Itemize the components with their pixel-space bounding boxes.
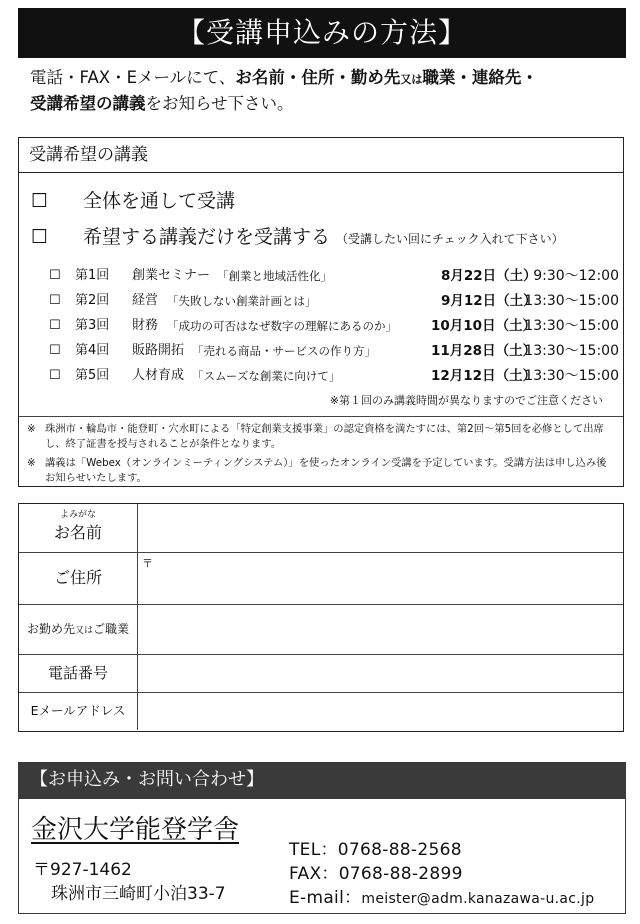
course-selection-box bbox=[18, 137, 624, 487]
note-text: 講義は「Webex（オンラインミーティングシステム）」を使ったオンライン受講を予定しています。受講方法は申し込み後お知らせいたします。 bbox=[45, 457, 607, 484]
note-item bbox=[27, 456, 612, 486]
note-text: 珠洲市・輪島市・能登町・穴水町による「特定創業支援事業」の認定資格を満たすには、第2回～第5回を必修として出席し、終了証書を授与されることが条件となります。 bbox=[45, 423, 604, 450]
time-notice: ※第１回のみ講義時間が異なりますのでご注意ください bbox=[329, 394, 603, 407]
lecture-date: 10月10日（土） bbox=[431, 318, 537, 334]
lecture-time: 13:30～15:00 bbox=[524, 293, 619, 309]
lecture-number: 第2回 bbox=[75, 293, 110, 308]
lecture-row[interactable] bbox=[49, 265, 619, 287]
lecture-date: 8月22日（土） bbox=[441, 268, 537, 284]
organization-name: 金沢大学能登学舎 bbox=[31, 815, 240, 845]
lecture-subtitle: 「成功の可否はなぜ数字の理解にあるのか」 bbox=[167, 319, 397, 333]
address-label: ご住所 bbox=[19, 552, 138, 604]
checkbox-icon[interactable]: ☐ bbox=[49, 343, 61, 358]
intro-bold: お名前・住所・勤め先 bbox=[235, 68, 401, 87]
lecture-time: 9:30～12:00 bbox=[533, 268, 619, 284]
lecture-row[interactable] bbox=[49, 290, 619, 312]
work-label-a: お勤め先 bbox=[26, 622, 75, 636]
lecture-date: 11月28日（土） bbox=[431, 343, 537, 359]
note-item bbox=[27, 422, 612, 452]
address: 珠洲市三崎町小泊33-7 bbox=[51, 884, 226, 904]
form-row-work[interactable] bbox=[19, 604, 623, 655]
option-all-label: 全体を通して受講 bbox=[83, 190, 236, 212]
lecture-time: 13:30～15:00 bbox=[524, 318, 619, 334]
lecture-number: 第3回 bbox=[75, 318, 110, 333]
lecture-title: 販路開拓 bbox=[132, 343, 185, 358]
contact-heading: 【お申込み・お問い合わせ】 bbox=[18, 762, 626, 798]
intro-small: 又は bbox=[400, 73, 423, 86]
lecture-title: 財務 bbox=[132, 318, 159, 333]
lecture-subtitle: 「スムーズな創業に向けて」 bbox=[192, 369, 341, 383]
form-row-name[interactable] bbox=[19, 504, 623, 553]
postal-mark-icon: 〒 bbox=[142, 557, 153, 570]
lecture-date: 12月12日（土） bbox=[431, 368, 537, 384]
lecture-row[interactable] bbox=[49, 315, 619, 337]
intro-part: をお知らせ下さい。 bbox=[145, 94, 294, 113]
work-label bbox=[19, 604, 138, 654]
checkbox-icon[interactable]: ☐ bbox=[49, 368, 61, 383]
option-select-label: 希望する講義だけを受講する bbox=[83, 226, 331, 248]
contact-box bbox=[18, 798, 626, 914]
course-heading: 受講希望の講義 bbox=[19, 138, 623, 173]
option-all[interactable] bbox=[31, 186, 235, 213]
note-mark: ※ bbox=[27, 423, 36, 435]
checkbox-icon[interactable]: ☐ bbox=[31, 190, 49, 212]
lecture-number: 第4回 bbox=[75, 343, 110, 358]
lecture-title: 経営 bbox=[132, 293, 159, 308]
lecture-date: 9月12日（土） bbox=[441, 293, 537, 309]
lecture-number: 第5回 bbox=[75, 368, 110, 383]
work-label-c: ご職業 bbox=[93, 622, 130, 636]
note-mark: ※ bbox=[27, 457, 36, 469]
lecture-title: 人材育成 bbox=[132, 368, 185, 383]
name-label: お名前 bbox=[53, 523, 102, 542]
postal-code: 〒927-1462 bbox=[33, 860, 132, 880]
lecture-row[interactable] bbox=[49, 340, 619, 362]
intro-bold: 受講希望の講義 bbox=[30, 94, 146, 113]
lecture-subtitle: 「創業と地域活性化」 bbox=[217, 269, 332, 283]
lecture-time: 13:30～15:00 bbox=[524, 343, 619, 359]
lecture-time: 13:30～15:00 bbox=[524, 368, 619, 384]
email-address[interactable]: meister@adm.kanazawa-u.ac.jp bbox=[361, 891, 595, 907]
divider bbox=[19, 416, 623, 417]
furigana-label: よみがな bbox=[59, 510, 96, 520]
option-select-note: （受講したい回にチェック入れて下さい） bbox=[336, 232, 564, 246]
intro-bold: 職業・連絡先・ bbox=[422, 68, 538, 87]
form-label-name bbox=[19, 504, 138, 552]
application-form bbox=[18, 503, 624, 732]
fax: FAX：0768-88-2899 bbox=[289, 864, 463, 884]
work-label-b: 又は bbox=[74, 626, 93, 636]
checkbox-icon[interactable]: ☐ bbox=[49, 293, 61, 308]
lecture-row[interactable] bbox=[49, 365, 619, 387]
option-select[interactable] bbox=[31, 222, 564, 249]
checkbox-icon[interactable]: ☐ bbox=[31, 226, 49, 248]
phone-label: 電話番号 bbox=[19, 654, 138, 692]
form-row-phone[interactable] bbox=[19, 654, 623, 693]
checkbox-icon[interactable]: ☐ bbox=[49, 268, 61, 283]
email-line bbox=[289, 883, 594, 908]
checkbox-icon[interactable]: ☐ bbox=[49, 318, 61, 333]
form-row-email[interactable] bbox=[19, 692, 623, 730]
lecture-title: 創業セミナー bbox=[132, 268, 211, 283]
email-label: E-mail： bbox=[289, 888, 362, 908]
form-row-address[interactable] bbox=[19, 552, 623, 605]
intro-text bbox=[30, 66, 630, 116]
lecture-subtitle: 「失敗しない創業計画とは」 bbox=[167, 294, 317, 308]
lecture-subtitle: 「売れる商品・サービスの作り方」 bbox=[192, 344, 376, 358]
page-title: 【受講申込みの方法】 bbox=[18, 8, 626, 58]
tel: TEL：0768-88-2568 bbox=[289, 840, 462, 860]
email-label: Eメールアドレス bbox=[19, 692, 138, 730]
lecture-number: 第1回 bbox=[75, 268, 110, 283]
intro-part: 電話・FAX・Eメールにて、 bbox=[30, 68, 236, 87]
